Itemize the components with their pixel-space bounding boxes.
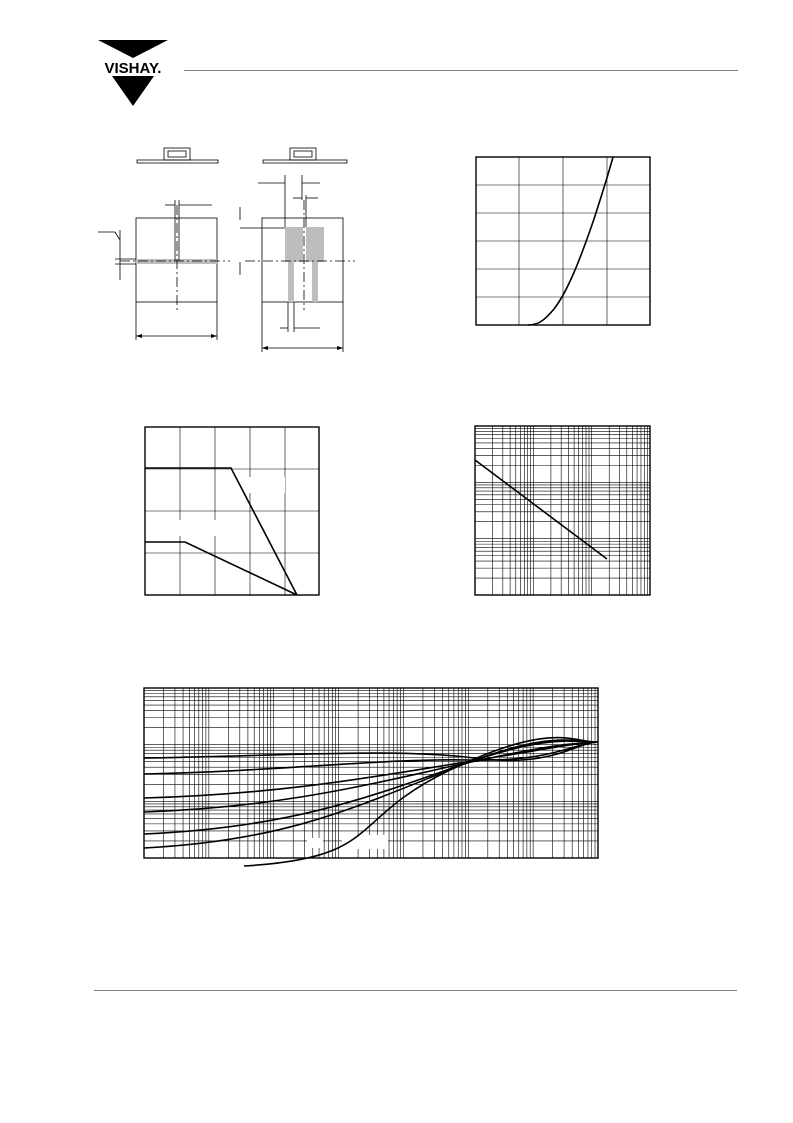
chart-grid (475, 426, 650, 595)
chart-wide-log (144, 688, 600, 860)
footer-rule (94, 990, 737, 991)
chart-grid (476, 157, 650, 325)
chart-log (475, 426, 653, 598)
component-outline-left (98, 200, 230, 340)
chart-top-right (476, 157, 652, 327)
logo-bottom-triangle (112, 76, 154, 106)
chart-grid (144, 688, 598, 858)
side-view-right (263, 148, 347, 163)
logo-top-triangle (98, 40, 168, 58)
component-outline-right (240, 175, 355, 352)
logo-wordmark: VISHAY. (104, 60, 162, 77)
chart-grid (145, 427, 319, 595)
chart-derating (145, 427, 321, 597)
header-rule (184, 70, 738, 71)
side-view-left (137, 148, 218, 163)
land-pattern-drawing (80, 140, 380, 370)
chart-frame (475, 426, 650, 595)
vishay-logo (92, 40, 174, 108)
